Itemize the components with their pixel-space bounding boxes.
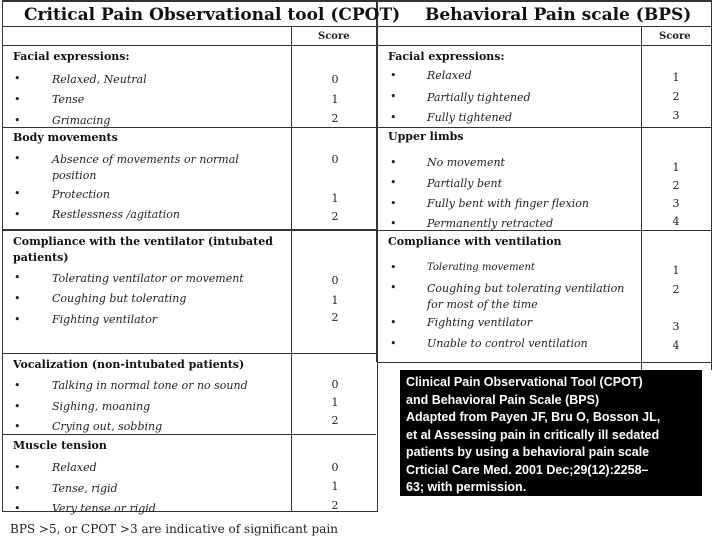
cpot-item-score: 0 <box>331 461 339 474</box>
center-divider-1 <box>376 0 378 362</box>
cpot-item-score: 2 <box>331 499 339 512</box>
cpot-item-score: 2 <box>331 414 339 427</box>
bps-item-label: Fully bent with finger flexion <box>427 197 589 210</box>
bps-section-heading: Facial expressions: <box>388 50 505 63</box>
bullet: • <box>14 72 21 85</box>
cpot-row-divider <box>2 353 376 354</box>
bullet: • <box>14 379 21 392</box>
bullet: • <box>390 316 397 329</box>
bps-item-score: 1 <box>672 264 680 277</box>
cpot-row-divider <box>2 229 376 231</box>
cpot-section-heading: Compliance with the ventilator (intubated patients) <box>13 235 273 264</box>
cpot-item-label: Tense, rigid <box>52 482 118 495</box>
header-divider <box>2 45 712 46</box>
bullet: • <box>390 90 397 103</box>
cpot-title: Critical Pain Observational tool (CPOT) <box>24 5 401 25</box>
bps-item-score: 4 <box>672 339 680 352</box>
cpot-item-label: Very tense or rigid <box>52 502 156 515</box>
cpot-section-heading: Facial expressions: <box>13 50 130 63</box>
bullet: • <box>390 197 397 210</box>
bps-item-score: 3 <box>672 109 680 122</box>
bps-section-heading: Upper limbs <box>388 130 464 143</box>
caption-line: patients by using a behavioral pain scale <box>406 445 650 459</box>
bullet: • <box>390 337 397 350</box>
bps-item-label: Relaxed <box>427 69 472 82</box>
bullet: • <box>14 461 21 474</box>
table-border-top <box>2 0 712 2</box>
bullet: • <box>14 187 21 200</box>
bps-item-label: Fully tightened <box>427 111 513 124</box>
caption-line: et al Assessing pain in critically ill sedated <box>406 427 660 442</box>
bps-item-label: Tolerating movement <box>427 262 535 273</box>
bps-item-label: No movement <box>427 156 505 169</box>
bullet: • <box>14 114 21 127</box>
bps-row-divider <box>377 362 711 363</box>
cpot-item-label: Sighing, moaning <box>52 400 151 413</box>
bullet: • <box>14 502 21 515</box>
bps-item-score: 1 <box>672 71 680 84</box>
cpot-item-score: 1 <box>331 192 339 205</box>
bps-item-score: 3 <box>672 197 680 210</box>
bps-item-label: Coughing but tolerating ventilation for most of the time <box>427 282 625 311</box>
footer-note: BPS >5, or CPOT >3 are indicative of significant pain <box>10 522 338 536</box>
cpot-item-score: 2 <box>331 112 339 125</box>
cpot-item-score: 0 <box>331 73 339 86</box>
caption-line: Adapted from Payen JF, Bru O, Bosson JL, <box>406 410 661 424</box>
cpot-item-label: Grimacing <box>52 114 111 127</box>
cpot-section-heading: Vocalization (non-intubated patients) <box>13 358 245 371</box>
cpot-item-label: Absence of movements or normal position <box>52 153 239 182</box>
bps-item-score: 2 <box>672 283 680 296</box>
bullet: • <box>14 208 21 221</box>
cpot-item-score: 2 <box>331 311 339 324</box>
bps-row-divider <box>377 230 711 231</box>
caption-line: 63; with permission. <box>406 480 527 494</box>
cpot-row-divider <box>2 127 376 128</box>
table-border-right <box>711 0 712 370</box>
caption-line: Clinical Pain Observational Tool (CPOT) <box>406 375 643 389</box>
cpot-item-label: Restlessness /agitation <box>52 208 181 221</box>
cpot-item-score: 1 <box>331 93 339 106</box>
bullet: • <box>14 93 21 106</box>
cpot-item-label: Protection <box>52 188 111 201</box>
cpot-row-divider <box>2 434 376 435</box>
title-divider <box>2 26 712 27</box>
cpot-item-label: Relaxed, Neutral <box>52 73 147 86</box>
cpot-item-label: Fighting ventilator <box>52 313 157 326</box>
bullet: • <box>14 152 21 165</box>
bullet: • <box>14 420 21 433</box>
cpot-item-label: Tolerating ventilator or movement <box>52 272 244 285</box>
cpot-item-score: 1 <box>331 480 339 493</box>
bullet: • <box>390 156 397 169</box>
caption-line: Crticial Care Med. 2001 Dec;29(12):2258– <box>406 462 649 477</box>
bullet: • <box>14 482 21 495</box>
cpot-item-score: 0 <box>331 274 339 287</box>
cpot-item-label: Relaxed <box>52 461 97 474</box>
bullet: • <box>390 261 397 274</box>
bps-score-col <box>641 26 642 370</box>
bps-item-score: 1 <box>672 161 680 174</box>
bullet: • <box>390 176 397 189</box>
cpot-item-score: 0 <box>331 378 339 391</box>
bps-item-label: Fighting ventilator <box>427 316 532 329</box>
bps-item-label: Partially bent <box>427 177 503 190</box>
cpot-score-col <box>291 26 292 512</box>
bullet: • <box>14 292 21 305</box>
table-border-left <box>2 0 3 512</box>
bullet: • <box>390 217 397 230</box>
bps-section-heading: Compliance with ventilation <box>388 235 562 248</box>
cpot-section-heading: Muscle tension <box>13 439 107 452</box>
bullet: • <box>390 69 397 82</box>
cpot-item-score: 0 <box>331 153 339 166</box>
cpot-score-header: Score <box>318 31 350 42</box>
center-divider-2 <box>377 362 378 512</box>
cpot-item-score: 2 <box>331 210 339 223</box>
bps-item-label: Unable to control ventilation <box>427 337 588 350</box>
bps-item-score: 2 <box>672 90 680 103</box>
bps-item-score: 2 <box>672 179 680 192</box>
bullet: • <box>14 313 21 326</box>
caption-line: and Behavioral Pain Scale (BPS) <box>406 392 600 407</box>
cpot-item-label: Tense <box>52 93 85 106</box>
cpot-item-score: 1 <box>331 294 339 307</box>
bullet: • <box>390 111 397 124</box>
bps-item-score: 4 <box>672 215 680 228</box>
bps-item-score: 3 <box>672 320 680 333</box>
cpot-section-heading: Body movements <box>13 131 118 144</box>
cpot-item-score: 1 <box>331 396 339 409</box>
bullet: • <box>14 271 21 284</box>
bps-item-label: Partially tightened <box>427 91 531 104</box>
cpot-item-label: Coughing but tolerating <box>52 292 187 305</box>
bullet: • <box>14 400 21 413</box>
bps-score-header: Score <box>659 31 691 42</box>
caption-box <box>400 370 702 496</box>
bps-title: Behavioral Pain scale (BPS) <box>425 5 692 25</box>
cpot-item-label: Crying out, sobbing <box>52 420 163 433</box>
bps-item-label: Permanently retracted <box>427 217 554 230</box>
cpot-item-label: Talking in normal tone or no sound <box>52 379 248 392</box>
bullet: • <box>390 281 397 294</box>
bps-row-divider <box>377 127 711 128</box>
